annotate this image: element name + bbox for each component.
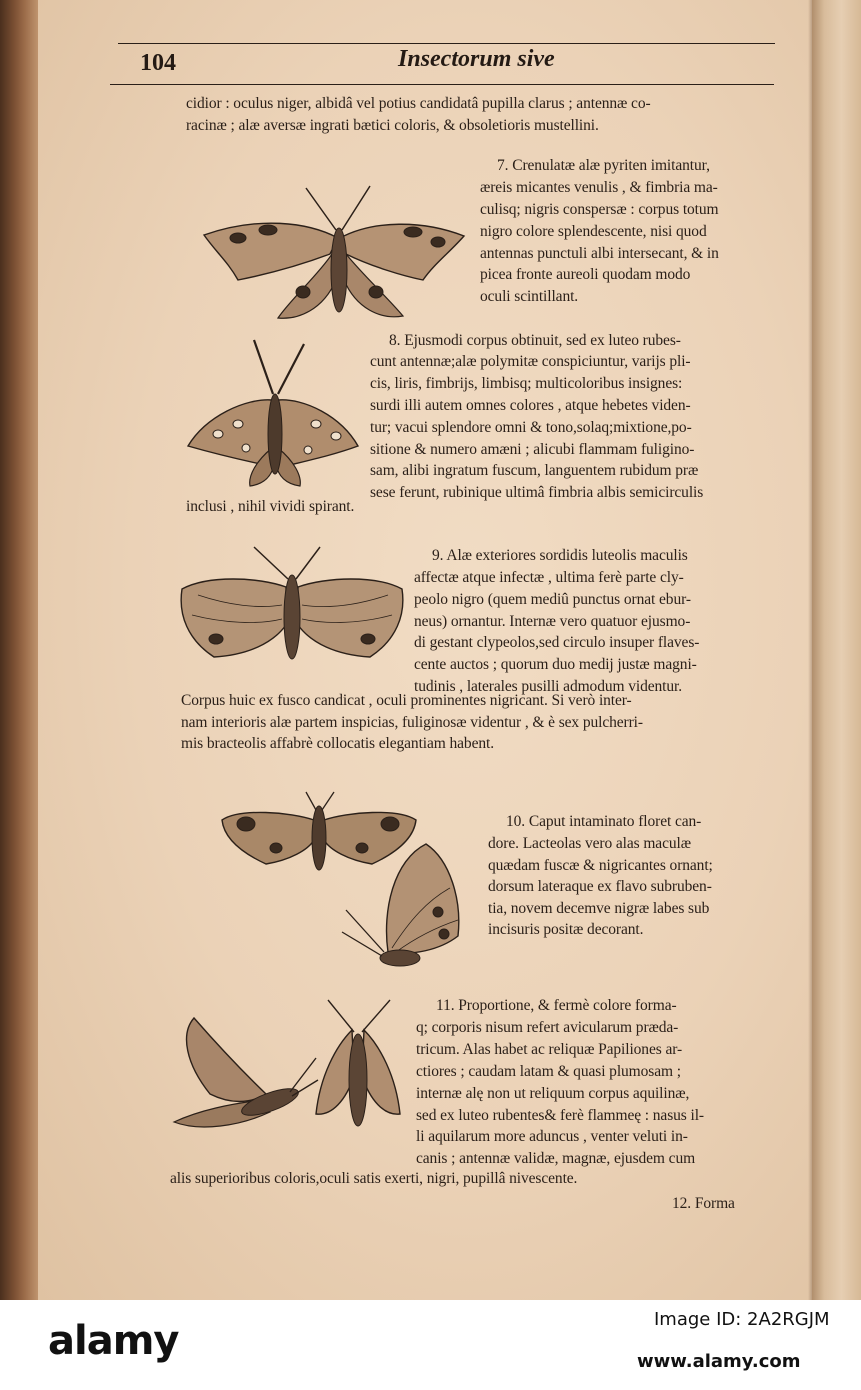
text-line: dore. Lacteolas vero alas maculæ (488, 835, 691, 852)
text-line: 8. Ejusmodi corpus obtinuit, sed ex luteo rubes- (389, 332, 681, 349)
text-line: tricum. Alas habet ac reliquæ Papiliones ar- (416, 1041, 683, 1058)
book-spine (0, 0, 40, 1300)
text-line: neus) ornantur. Internæ vero quatuor ejusmo- (414, 613, 691, 630)
header-rule (110, 84, 774, 85)
moth-illustration-9 (178, 545, 406, 667)
text-line: cente auctos ; quorum duo medij justæ magni- (414, 656, 697, 673)
text-line: quædam fuscæ & nigricantes ornant; (488, 857, 713, 874)
text-line: ctiores ; caudam latam & quasi plumosam ; (416, 1063, 681, 1080)
text-line: 10. Caput intaminato floret can- (506, 813, 702, 830)
moth-illustration-7 (198, 180, 468, 325)
text-line: inclusi , nihil vividi spirant. (186, 498, 355, 515)
site-url: www.alamy.com (637, 1351, 801, 1372)
text-line: affectæ atque infectæ , ultima ferè parte cly- (414, 569, 684, 586)
moth-illustration-11a (170, 1014, 320, 1138)
image-id: Image ID: 2A2RGJM (654, 1309, 830, 1330)
text-line: tur; vacui splendore omni & tono,solaq;mixtione,po- (370, 419, 692, 436)
text-line: mis bracteolis affabrè collocatis elegantiam habent. (181, 735, 494, 752)
text-line: surdi illi autem omnes colores , atque hebetes viden- (370, 397, 691, 414)
text-line: 9. Alæ exteriores sordidis luteolis maculis (432, 547, 688, 564)
text-line: cidior : oculus niger, albidâ vel potius candidatâ pupilla clarus ; antennæ co- (186, 95, 651, 112)
text-line: tudinis , laterales pusilli admodum videntur. (414, 678, 683, 695)
page-number: 104 (140, 50, 176, 76)
text-line: antennas punctuli albi intersecant, & in (480, 245, 719, 262)
moth-illustration-10b (340, 840, 464, 972)
text-line: sese ferunt, rubinique ultimâ fimbria albis semicirculis (370, 484, 704, 501)
text-line: Corpus huic ex fusco candicat , oculi prominentes nigricant. Si verò inter- (181, 692, 632, 709)
text-line: 11. Proportione, & fermè colore forma- (436, 997, 677, 1014)
top-rule (118, 43, 775, 44)
moth-illustration-11b (306, 996, 410, 1130)
catchword: 12. Forma (672, 1195, 735, 1212)
text-line: 7. Crenulatæ alæ pyriten imitantur, (497, 157, 710, 174)
text-line: incisuris positæ decorant. (488, 921, 644, 938)
text-line: culisq; nigris conspersæ : corpus totum (480, 201, 719, 218)
text-line: racinæ ; alæ aversæ ingrati bætici coloris, & obsoletioris mustellini. (186, 117, 599, 134)
text-line: dorsum lateraque ex flavo subruben- (488, 878, 712, 895)
text-line: cunt antennæ;alæ polymitæ conspiciuntur, varijs pli- (370, 353, 691, 370)
text-line: cis, liris, fimbrijs, limbisq; multicoloribus insignes: (370, 375, 683, 392)
text-line: æreis micantes venulis , & fimbria ma- (480, 179, 718, 196)
text-line: sam, alibi ingratum fuscum, languentem rubidum præ (370, 462, 699, 479)
text-line: oculi scintillant. (480, 288, 579, 305)
text-line: sitione & numero amæni ; alicubi flammam fuligino- (370, 441, 695, 458)
text-line: di gestant clypeolos,sed circulo insuper flaves- (414, 634, 700, 651)
text-line: q; corporis nisum refert avicularum præda- (416, 1019, 679, 1036)
brand-logo: alamy (48, 1318, 179, 1364)
next-page-edge (812, 0, 861, 1300)
text-line: picea fronte aureoli quodam modo (480, 266, 691, 283)
text-line: sed ex luteo rubentes& ferè flammeę : nasus il- (416, 1107, 704, 1124)
text-line: nigro colore splendescente, nisi quod (480, 223, 707, 240)
running-head: Insectorum sive (398, 46, 555, 72)
text-line: tia, novem decemve nigræ labes sub (488, 900, 710, 917)
text-line: li aquilarum more aduncus , venter veluti in- (416, 1128, 688, 1145)
text-line: internæ alę non ut reliquum corpus aquilinæ, (416, 1085, 690, 1102)
text-line: nam interioris alæ partem inspicias, fuliginosæ videntur , & è sex pulcherri- (181, 714, 643, 731)
text-line: alis superioribus coloris,oculi satis exerti, nigri, pupillâ nivescente. (170, 1170, 578, 1187)
text-line: peolo nigro (quem mediû punctus ornat ebur- (414, 591, 691, 608)
moth-illustration-8 (186, 336, 361, 491)
text-line: canis ; antennæ validæ, magnæ, ejusdem cum (416, 1150, 696, 1167)
